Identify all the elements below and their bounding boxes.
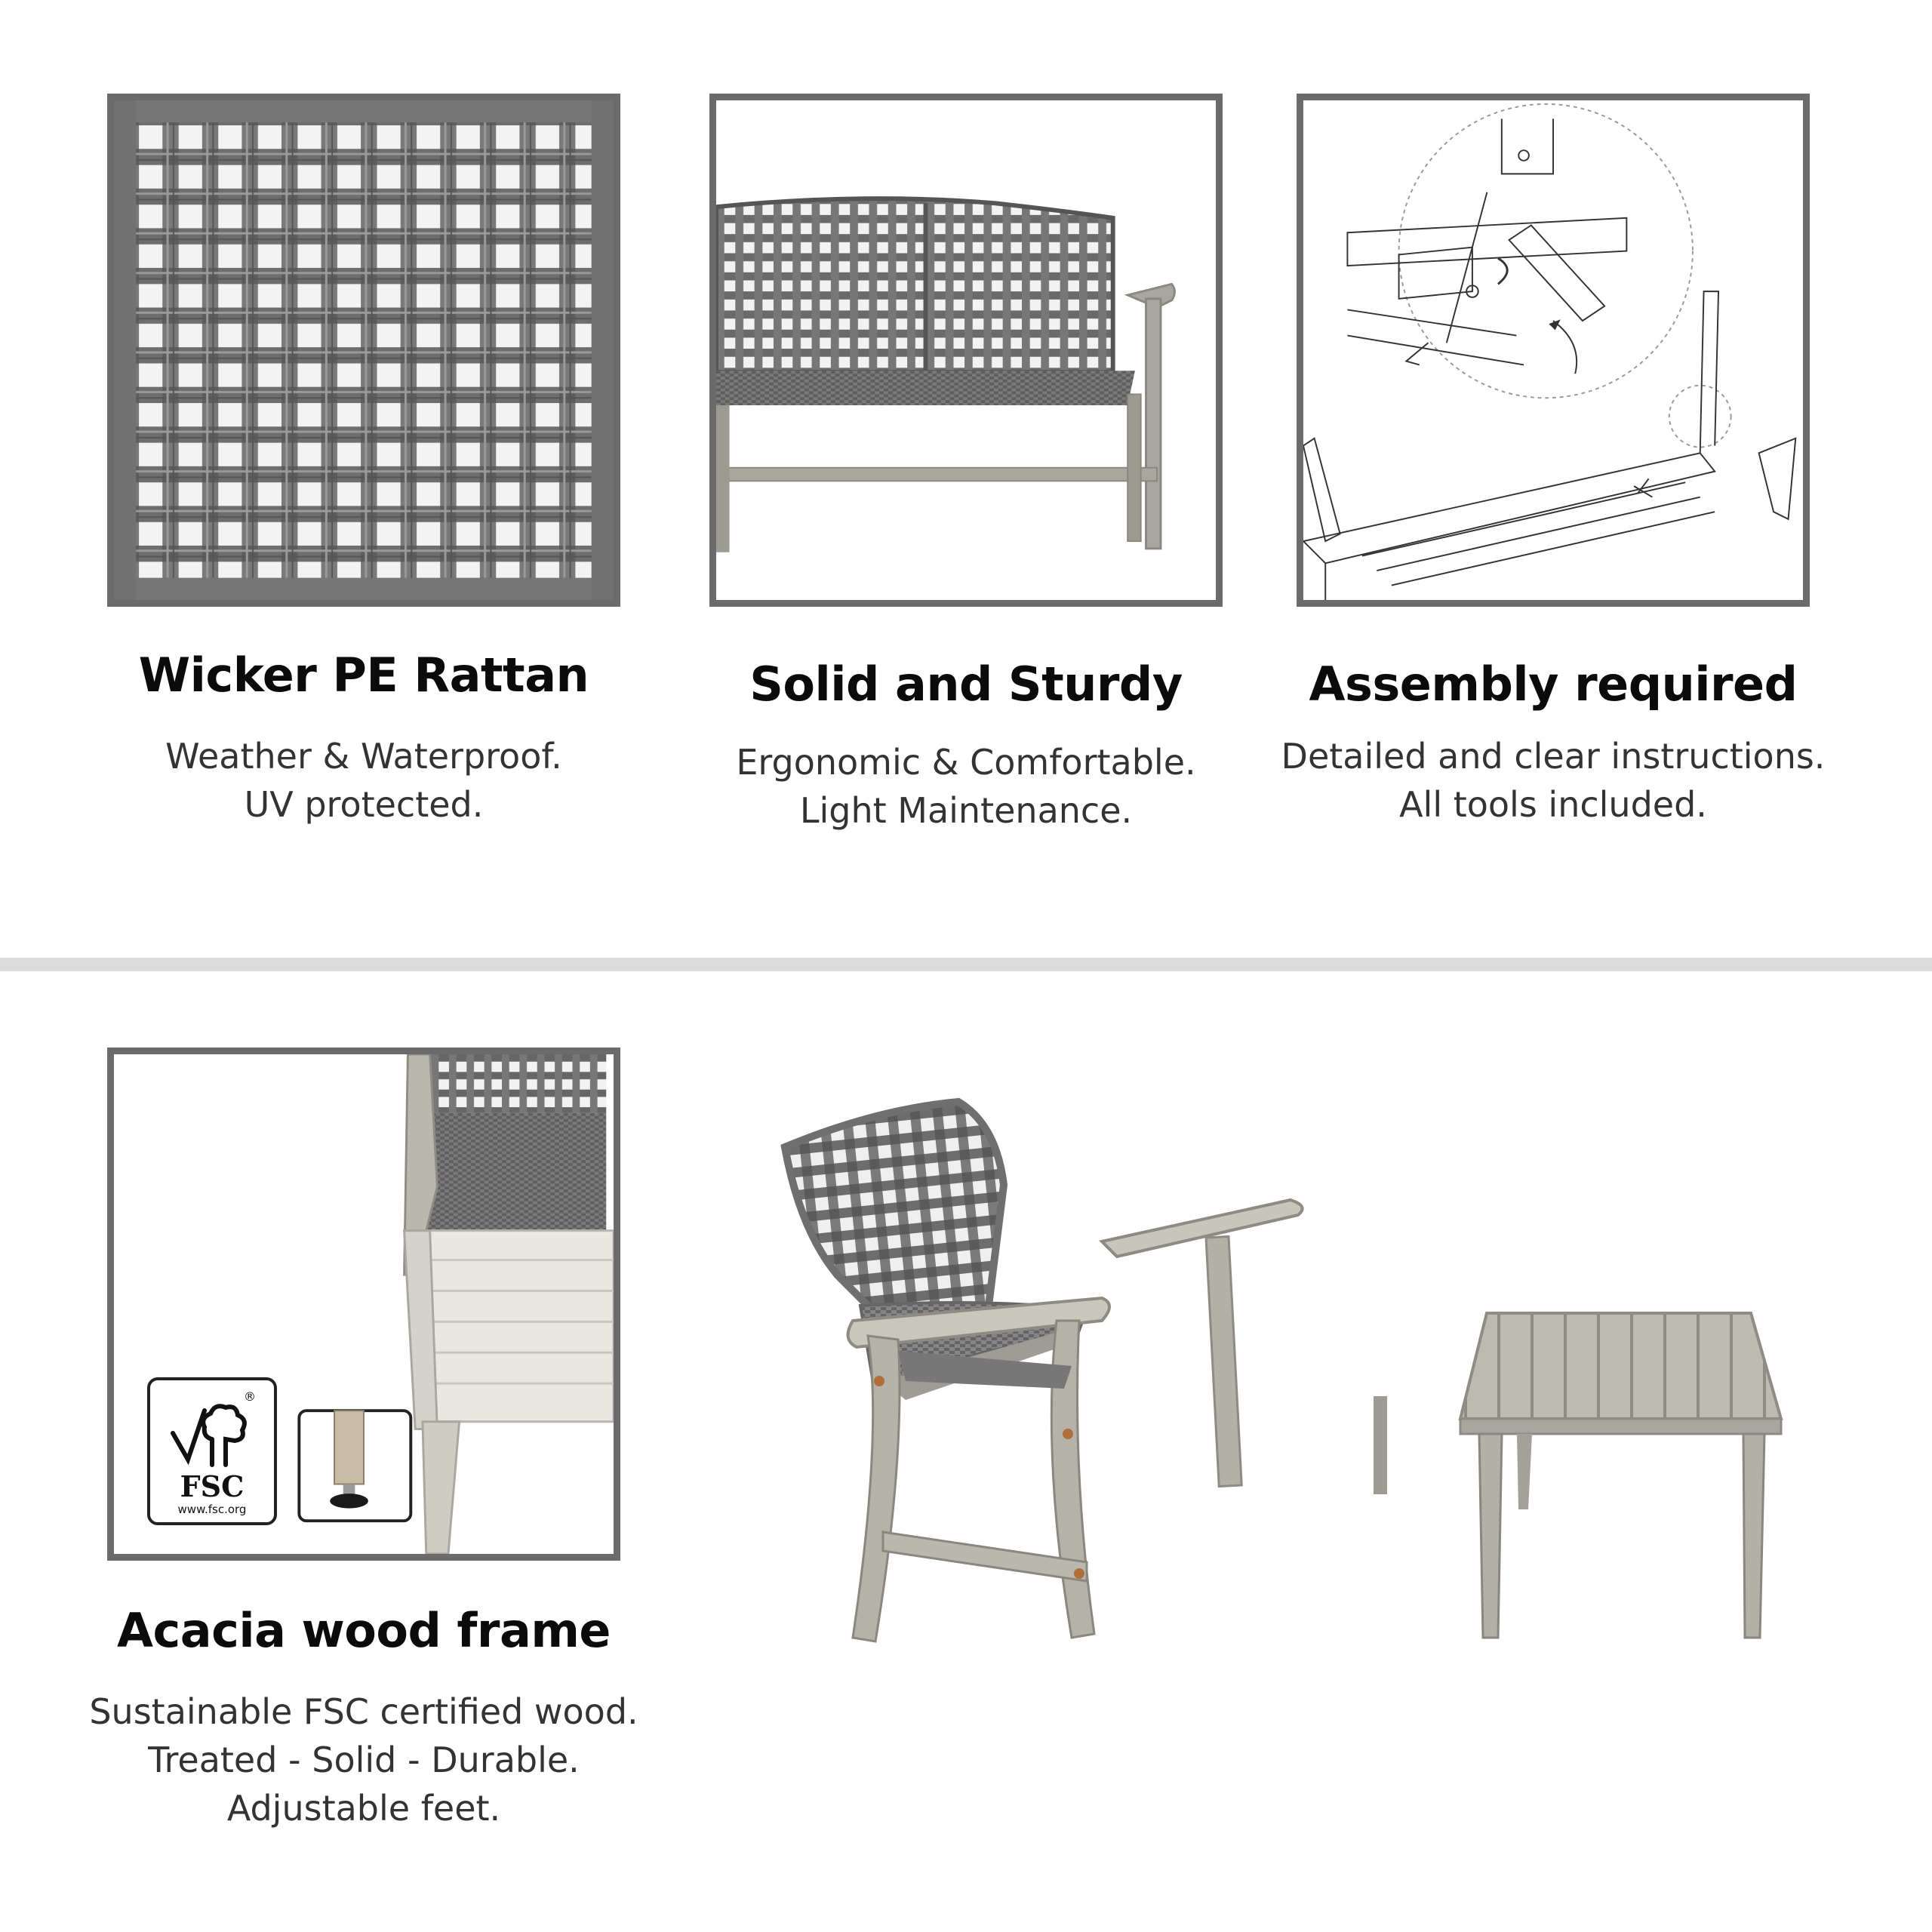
feature-text-assembly	[1214, 732, 1893, 829]
feature-text-acacia	[24, 1687, 703, 1832]
fsc-mark: FSC	[180, 1469, 245, 1503]
checkmark-icon	[173, 1411, 205, 1460]
rattan-weave-image	[107, 94, 620, 607]
tree-icon	[203, 1406, 245, 1465]
feature-line: Sustainable FSC certified wood.	[89, 1691, 638, 1732]
feature-line: UV protected.	[244, 784, 484, 825]
section-divider	[0, 958, 1932, 971]
feature-line: Treated - Solid - Durable.	[148, 1740, 580, 1780]
feature-line: Light Maintenance.	[799, 790, 1133, 831]
feature-line: Ergonomic & Comfortable.	[736, 742, 1196, 783]
feature-title-acacia: Acacia wood frame	[117, 1603, 611, 1658]
feature-line: All tools included.	[1399, 784, 1707, 825]
feature-line: Weather & Waterproof.	[165, 736, 562, 777]
product-photo	[770, 1079, 1811, 1653]
feature-text-sturdy	[626, 738, 1306, 835]
fsc-registered-mark: ®	[244, 1389, 256, 1404]
feature-line: Adjustable feet.	[226, 1788, 501, 1829]
feature-title-rattan: Wicker PE Rattan	[138, 648, 589, 703]
acacia-frame-image	[107, 1048, 620, 1561]
fsc-url: www.fsc.org	[177, 1503, 247, 1516]
feature-title-assembly: Assembly required	[1309, 657, 1798, 712]
fsc-logo	[147, 1377, 277, 1525]
sofa-side-image	[709, 94, 1223, 607]
feature-title-sturdy: Solid and Sturdy	[749, 657, 1183, 712]
feature-text-rattan	[24, 732, 703, 829]
assembly-diagram-image	[1297, 94, 1810, 607]
feature-line: Detailed and clear instructions.	[1281, 736, 1826, 777]
